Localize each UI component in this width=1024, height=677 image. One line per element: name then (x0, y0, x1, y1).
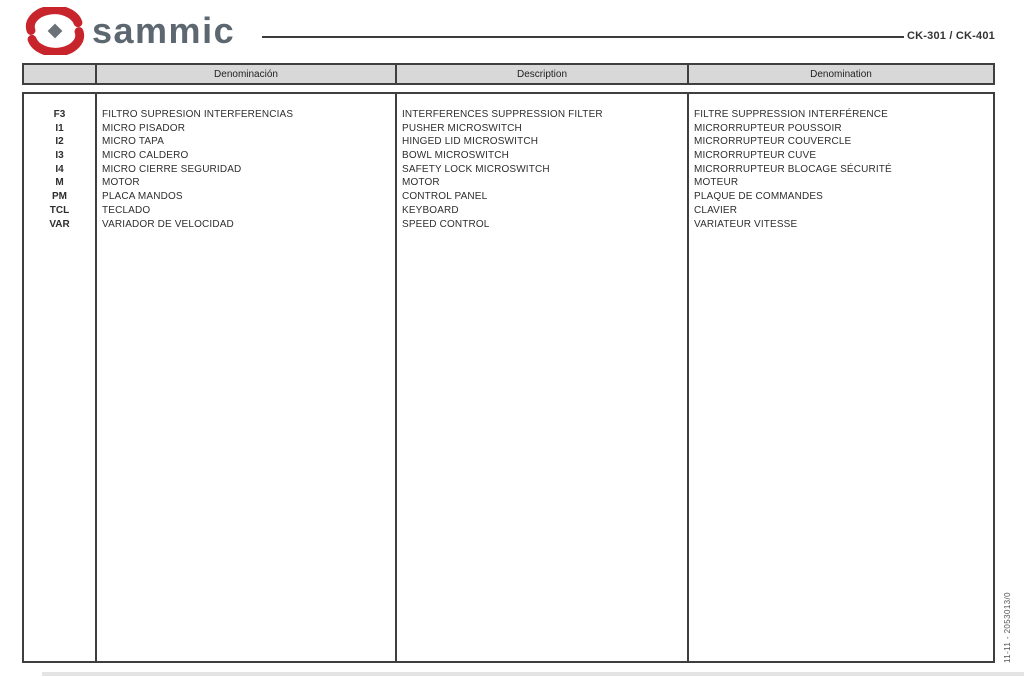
denominacion-column (97, 94, 397, 661)
part-name-fr: MOTEUR (694, 177, 739, 189)
header-cell-description: Description (397, 65, 689, 83)
part-name-es: MOTOR (102, 177, 140, 189)
part-name-en: BOWL MICROSWITCH (402, 150, 510, 162)
document-code: 11-11 - 2053013/0 (1003, 592, 1012, 663)
part-name-es: MICRO TAPA (102, 136, 165, 148)
part-name-en: MOTOR (402, 177, 440, 189)
denomination-column (689, 94, 993, 661)
part-code: I1 (55, 122, 64, 134)
part-name-en: INTERFERENCES SUPPRESSION FILTER (402, 109, 603, 120)
part-name-es: VARIADOR DE VELOCIDAD (102, 218, 234, 230)
header-rule (262, 36, 904, 38)
part-name-es: MICRO CIERRE SEGURIDAD (102, 163, 242, 175)
parts-table-header (22, 63, 995, 85)
part-name-en: PUSHER MICROSWITCH (402, 122, 522, 134)
part-name-fr: PLAQUE DE COMMANDES (694, 191, 823, 203)
part-name-en: KEYBOARD (402, 204, 459, 216)
brand-wordmark: sammic (92, 10, 236, 51)
part-code: TCL (49, 204, 70, 216)
part-name-es: FILTRO SUPRESION INTERFERENCIAS (102, 109, 294, 120)
code-column (24, 94, 97, 661)
part-code: F3 (53, 109, 66, 120)
part-name-en: HINGED LID MICROSWITCH (402, 136, 539, 148)
sammic-logo-icon (24, 7, 86, 55)
header-cell-denomination: Denomination (810, 68, 872, 80)
part-name-fr: MICRORRUPTEUR POUSSOIR (694, 122, 842, 134)
part-name-es: PLACA MANDOS (102, 191, 183, 203)
part-name-es: MICRO CALDERO (102, 150, 189, 162)
part-name-fr: MICRORRUPTEUR CUVE (694, 150, 817, 162)
part-name-fr: CLAVIER (694, 204, 738, 216)
model-code: CK-301 / CK-401 (907, 30, 995, 42)
part-code: M (55, 177, 64, 189)
part-code: VAR (49, 218, 70, 230)
description-column (397, 94, 689, 661)
part-name-fr: MICRORRUPTEUR COUVERCLE (694, 136, 852, 148)
header-cell-denominacion: Denominación (97, 65, 397, 83)
part-code: I3 (55, 150, 64, 162)
part-name-fr: FILTRE SUPPRESSION INTERFÉRENCE (694, 109, 888, 120)
part-name-es: TECLADO (102, 204, 151, 216)
part-code: I2 (55, 136, 64, 148)
part-name-es: MICRO PISADOR (102, 122, 186, 134)
part-code: I4 (55, 163, 64, 175)
part-code: PM (52, 191, 67, 203)
sammic-logo (24, 7, 235, 55)
part-name-en: SPEED CONTROL (402, 218, 490, 230)
part-name-fr: VARIATEUR VITESSE (694, 218, 798, 230)
parts-table-body (22, 92, 995, 663)
part-name-en: SAFETY LOCK MICROSWITCH (402, 163, 550, 175)
page-edge-shadow (42, 672, 1024, 676)
part-name-fr: MICRORRUPTEUR BLOCAGE SÉCURITÉ (694, 163, 892, 175)
part-name-en: CONTROL PANEL (402, 191, 488, 203)
header-cell-code (24, 65, 97, 83)
